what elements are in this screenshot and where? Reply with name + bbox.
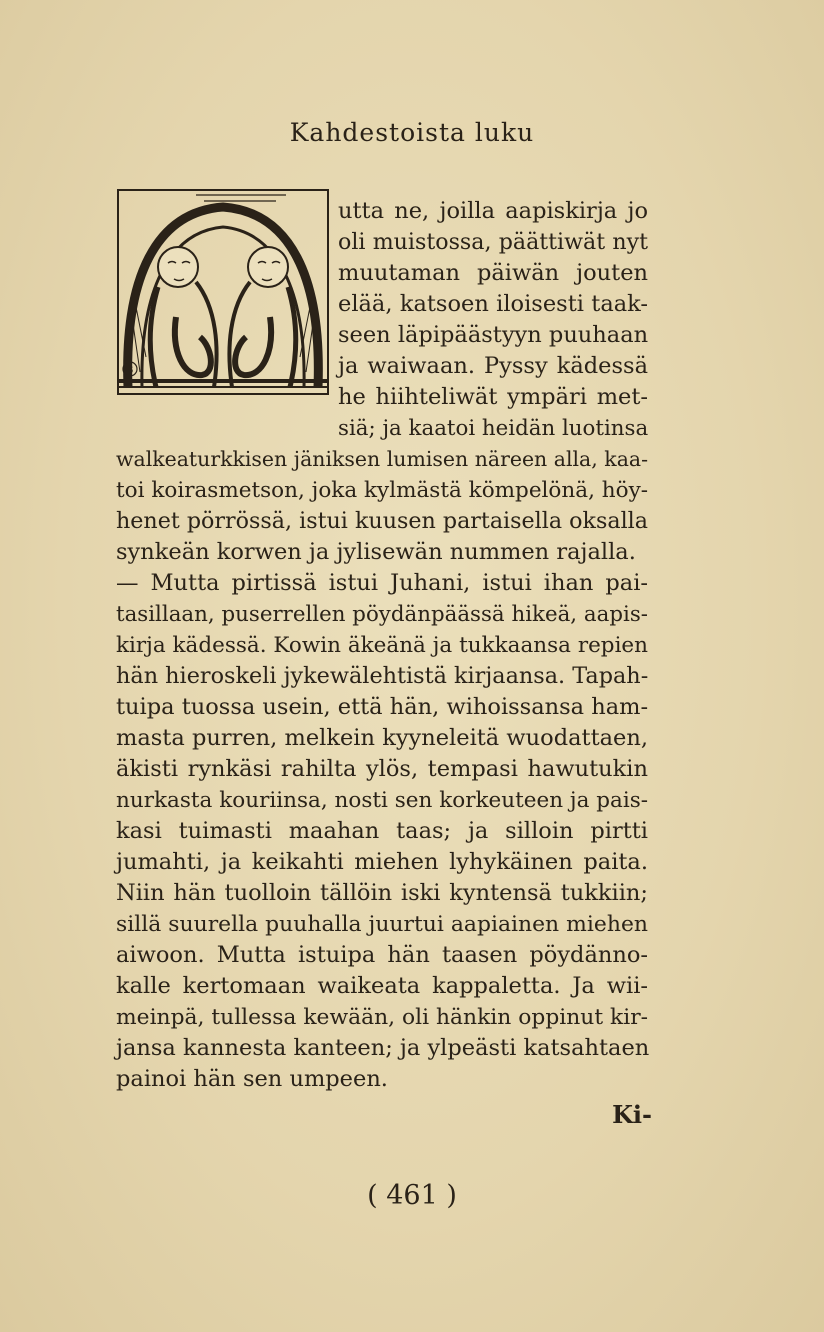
text-line: kasi tuimasti maahan taas; ja silloin pirtti xyxy=(116,818,648,844)
text-line: jansa kannesta kanteen; ja ylpeästi katsahtaen xyxy=(116,1035,650,1061)
text-line: oli muistossa, päättiwät nyt xyxy=(338,229,648,255)
text-line: walkeaturkkisen jäniksen lumisen näreen alla, kaa- xyxy=(116,447,648,471)
text-line: painoi hän sen umpeen. xyxy=(116,1066,388,1092)
text-line: seen läpipäästyyn puuhaan xyxy=(338,322,649,348)
text-line: Niin hän tuolloin tällöin iski kyntensä tukkiin; xyxy=(116,880,648,906)
text-line: elää, katsoen iloisesti taak- xyxy=(338,291,648,317)
text-line: nurkasta kouriinsa, nosti sen korkeuteen ja pais- xyxy=(116,788,649,813)
text-line: tasillaan, puserrellen pöydänpäässä hikeä, aapis- xyxy=(116,602,648,627)
text-line: jumahti, ja keikahti miehen lyhykäinen paita. xyxy=(116,849,648,875)
svg-text:B: B xyxy=(126,365,134,376)
text-line: — Mutta pirtissä istui Juhani, istui ihan pai- xyxy=(116,570,648,596)
text-line: meinpä, tullessa kewään, oli hänkin oppinut kir- xyxy=(116,1005,648,1030)
text-line: tuipa tuossa usein, että hän, wihoissansa ham- xyxy=(116,694,649,720)
text-line: synkeän korwen ja jylisewän nummen rajalla. xyxy=(116,539,636,565)
text-line: kalle kertomaan waikeata kappaletta. Ja wii- xyxy=(116,973,648,999)
chapter-heading: Kahdestoista luku xyxy=(289,118,535,147)
text-line: henet pörrössä, istui kuusen partaisella oksalla xyxy=(116,508,648,534)
text-line: masta purren, melkein kyyneleitä wuodattaen, xyxy=(116,725,648,751)
text-line: ja waiwaan. Pyssy kädessä xyxy=(338,353,648,379)
text-line: hän hieroskeli jykewälehtistä kirjaansa. Tapah- xyxy=(116,663,649,689)
text-line: siä; ja kaatoi heidän luotinsa xyxy=(338,416,649,441)
text-line: aiwoon. Mutta istuipa hän taasen pöydänno- xyxy=(116,942,648,968)
drop-cap-m-illustration xyxy=(116,187,330,397)
text-line: äkisti rynkäsi rahilta ylös, tempasi hawutukin xyxy=(116,756,648,782)
text-line: sillä suurella puuhalla juurtui aapiainen miehen xyxy=(116,912,648,937)
page-number: ( 461 ) xyxy=(367,1180,457,1211)
text-line: toi koirasmetson, joka kylmästä kömpelönä, höy- xyxy=(116,478,648,503)
catchword: Ki- xyxy=(612,1100,652,1129)
text-line: kirja kädessä. Kowin äkeänä ja tukkaansa repien xyxy=(116,633,648,658)
text-line: utta ne, joilla aapiskirja jo xyxy=(338,198,648,224)
text-line: muutaman päiwän jouten xyxy=(338,260,648,286)
text-line: he hiihteliwät ympäri met- xyxy=(338,384,648,410)
